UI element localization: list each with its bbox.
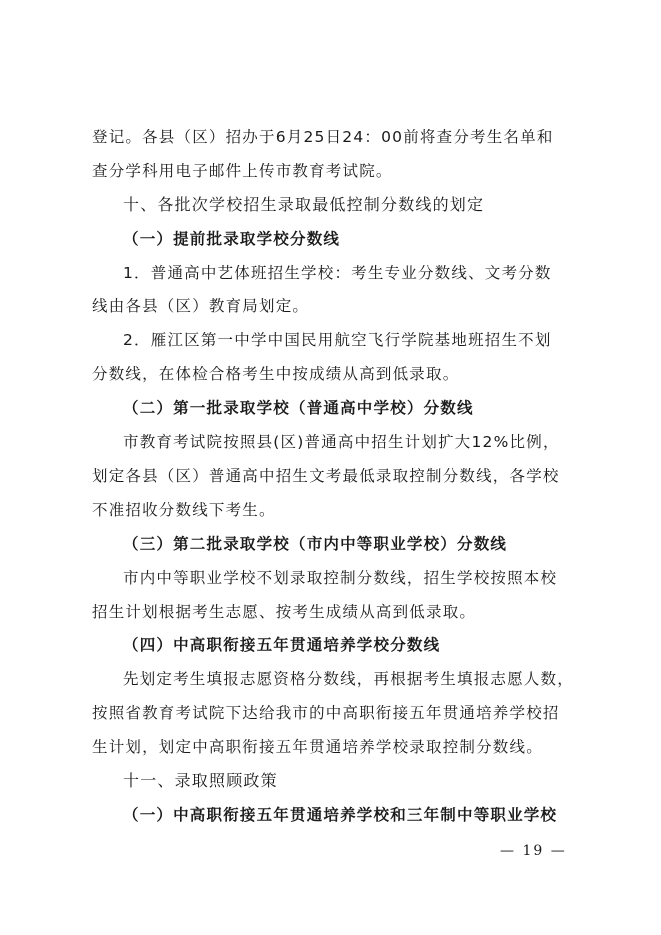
paragraph-line: 登记。各县（区）招办于6月25日24：00前将查分考生名单和 [92,128,554,146]
section-heading: 十一、录取照顾政策 [123,771,278,790]
paragraph-line: 1．普通高中艺体班招生学校：考生专业分数线、文考分数 [123,264,552,282]
paragraph-line: 按照省教育考试院下达给我市的中高职衔接五年贯通培养学校招 [92,704,560,722]
paragraph-line: 市教育考试院按照县(区)普通高中招生计划扩大12%比例， [123,433,560,451]
page-number: — 19 — [500,843,567,859]
paragraph-line: 生计划，划定中高职衔接五年贯通培养学校录取控制分数线。 [92,738,543,756]
subsection-heading: （一）中高职衔接五年贯通培养学校和三年制中等职业学校 [123,806,558,824]
paragraph-line: 划定各县（区）普通高中招生文考最低录取控制分数线，各学校 [92,467,560,485]
paragraph-line: 2．雁江区第一中学中国民用航空飞行学院基地班招生不划 [123,331,552,349]
paragraph-line: 分数线，在体检合格考生中按成绩从高到低录取。 [92,365,460,383]
subsection-heading: （三）第二批录取学校（市内中等职业学校）分数线 [123,535,508,553]
paragraph-line: 招生计划根据考生志愿、按考生成绩从高到低录取。 [92,603,477,621]
subsection-heading: （二）第一批录取学校（普通高中学校）分数线 [123,399,474,417]
subsection-heading: （四）中高职衔接五年贯通培养学校分数线 [123,636,441,654]
paragraph-line: 市内中等职业学校不划录取控制分数线，招生学校按照本校 [123,569,558,587]
section-heading: 十、各批次学校招生录取最低控制分数线的划定 [123,195,485,214]
paragraph-line: 先划定考生填报志愿资格分数线，再根据考生填报志愿人数， [123,670,574,688]
paragraph-line: 查分学科用电子邮件上传市教育考试院。 [92,162,393,180]
paragraph-line: 线由各县（区）教育局划定。 [92,297,310,315]
paragraph-line: 不准招收分数线下考生。 [92,501,276,519]
subsection-heading: （一）提前批录取学校分数线 [123,230,341,248]
